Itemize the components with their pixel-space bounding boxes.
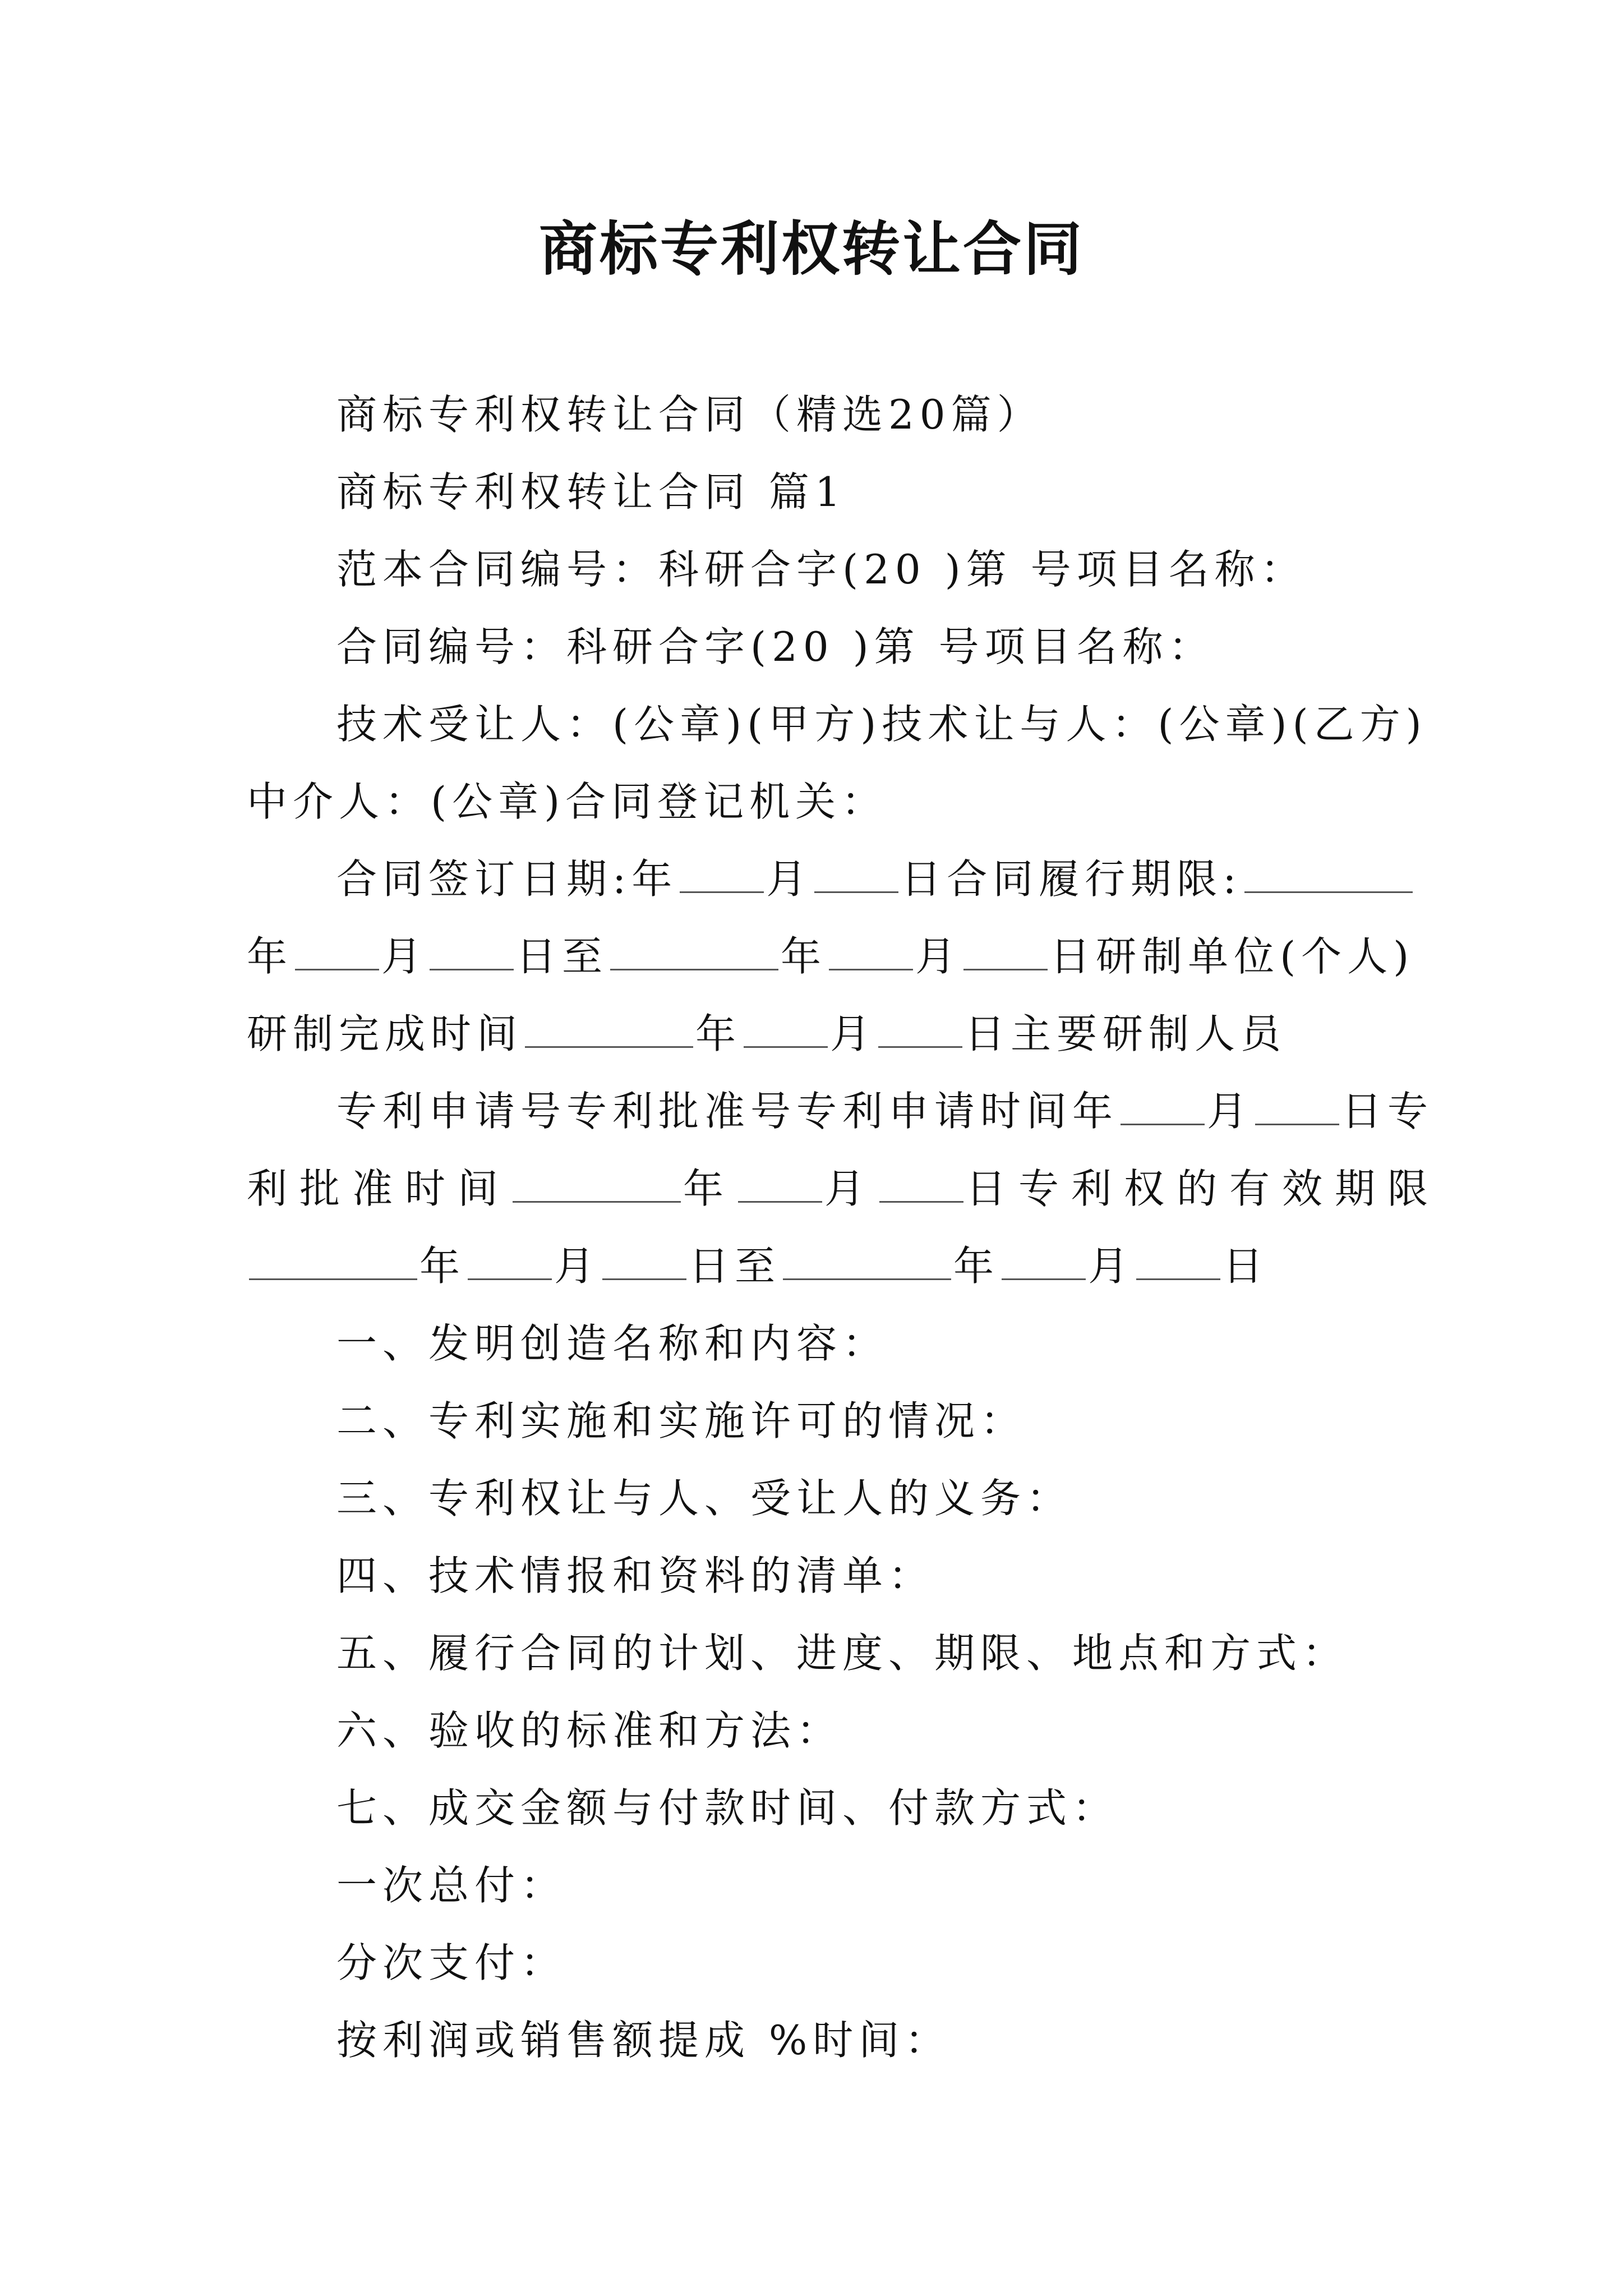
blank-field bbox=[879, 1166, 963, 1203]
template-number-line: 范本合同编号：科研合字(20 )第 号项目名称： bbox=[336, 546, 1307, 593]
date-line-3 bbox=[247, 995, 1396, 1073]
patent-line-2 bbox=[247, 1150, 1441, 1227]
blank-field bbox=[783, 1244, 951, 1280]
day-patent-label: 日专 bbox=[1341, 1088, 1434, 1135]
clause-item: 一、发明创造名称和内容： bbox=[336, 1320, 889, 1367]
clause-item: 七、成交金额与付款时间、付款方式： bbox=[336, 1784, 1119, 1832]
blank-field bbox=[744, 1011, 828, 1048]
intro-line: 商标专利权转让合同（精选20篇） bbox=[336, 391, 1043, 438]
blank-field bbox=[468, 1244, 552, 1280]
day-end-label: 日 bbox=[1223, 1243, 1269, 1290]
blank-field bbox=[1136, 1244, 1220, 1280]
year-label: 年 bbox=[683, 1165, 736, 1212]
year-label: 年 bbox=[419, 1243, 466, 1290]
blank-field bbox=[295, 934, 379, 970]
blank-field bbox=[1121, 1089, 1205, 1125]
year-label: 年 bbox=[247, 933, 293, 980]
date-line-2 bbox=[247, 918, 1415, 995]
month-label: 月 bbox=[766, 855, 813, 903]
year-label: 年 bbox=[695, 1010, 742, 1057]
research-unit-label: 日研制单位(个人) bbox=[1050, 933, 1415, 980]
clause-item: 分次支付： bbox=[336, 1939, 567, 1986]
month-label: 月 bbox=[830, 1010, 877, 1057]
month-label: 月 bbox=[1207, 1088, 1253, 1135]
document-title: 商标专利权转让合同 bbox=[538, 215, 1084, 283]
parties-line-2: 中介人：(公章)合同登记机关： bbox=[247, 778, 888, 825]
year-label: 年 bbox=[953, 1243, 1000, 1290]
main-personnel-label: 日主要研制人员 bbox=[965, 1010, 1287, 1057]
blank-field bbox=[680, 857, 764, 893]
clause-item: 按利润或销售额提成 %时间： bbox=[336, 2017, 951, 2064]
blank-field bbox=[814, 857, 898, 893]
patent-line-3 bbox=[247, 1227, 1396, 1305]
day-to-label: 日至 bbox=[516, 933, 608, 980]
month-label: 月 bbox=[554, 1243, 601, 1290]
clause-item: 六、验收的标准和方法： bbox=[336, 1707, 843, 1754]
section-heading: 商标专利权转让合同 篇1 bbox=[336, 468, 846, 516]
parties-line-1: 技术受让人：(公章)(甲方)技术让与人：(公章)(乙方) bbox=[336, 701, 1427, 748]
blank-field bbox=[513, 1166, 681, 1203]
blank-field bbox=[1255, 1089, 1339, 1125]
patent-line-1 bbox=[247, 1073, 1434, 1150]
validity-period-label: 日专利权的有效期限 bbox=[966, 1165, 1441, 1212]
month-label: 月 bbox=[1088, 1243, 1135, 1290]
patent-application-label: 专利申请号专利批准号专利申请时间年 bbox=[336, 1088, 1119, 1135]
blank-field bbox=[610, 934, 778, 970]
month-label: 月 bbox=[824, 1165, 878, 1212]
month-label: 月 bbox=[915, 933, 962, 980]
clause-item: 二、专利实施和实施许可的情况： bbox=[336, 1397, 1027, 1444]
signing-date-label: 合同签订日期: bbox=[336, 855, 632, 903]
completion-time-label: 研制完成时间 bbox=[247, 1010, 523, 1057]
contract-number-line: 合同编号：科研合字(20 )第 号项目名称： bbox=[336, 623, 1215, 670]
year-label: 年 bbox=[631, 855, 678, 903]
day-to-label: 日至 bbox=[689, 1243, 781, 1290]
blank-field bbox=[1244, 857, 1413, 893]
date-line-1 bbox=[247, 840, 1396, 918]
period-label: 日合同履行期限: bbox=[901, 855, 1242, 903]
blank-field bbox=[249, 1244, 417, 1280]
document-body bbox=[247, 376, 1441, 2079]
blank-field bbox=[602, 1244, 686, 1280]
blank-field bbox=[738, 1166, 822, 1203]
month-label: 月 bbox=[381, 933, 428, 980]
clause-item: 五、履行合同的计划、进度、期限、地点和方式： bbox=[336, 1630, 1349, 1677]
approval-time-label: 利批准时间 bbox=[247, 1165, 511, 1212]
blank-field bbox=[963, 934, 1048, 970]
blank-field bbox=[878, 1011, 962, 1048]
blank-field bbox=[525, 1011, 693, 1048]
clause-item: 四、技术情报和资料的清单： bbox=[336, 1552, 935, 1599]
blank-field bbox=[829, 934, 913, 970]
clause-item: 一次总付： bbox=[336, 1862, 567, 1909]
blank-field bbox=[1002, 1244, 1086, 1280]
year-label: 年 bbox=[781, 933, 827, 980]
blank-field bbox=[430, 934, 514, 970]
clause-item: 三、专利权让与人、受让人的义务： bbox=[336, 1475, 1073, 1522]
